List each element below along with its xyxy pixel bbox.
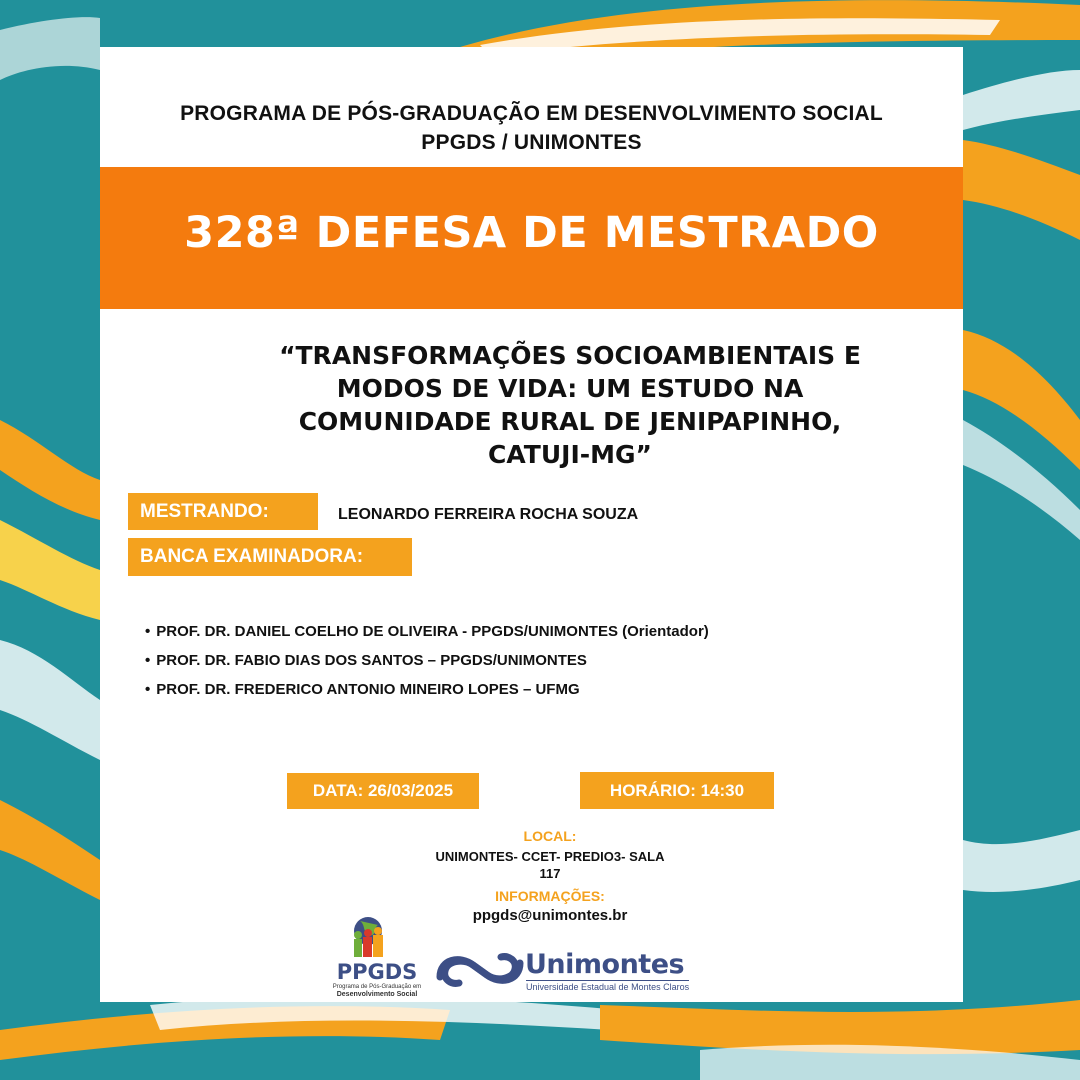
- event-title: 328ª DEFESA DE MESTRADO: [184, 208, 879, 258]
- committee-member: • PROF. DR. FABIO DIAS DOS SANTOS – PPGDS/UNIMONTES: [145, 652, 587, 669]
- thesis-title: [220, 339, 920, 471]
- ppgds-logo-subtitle: Programa de Pós-Graduação em Desenvolvimento Social: [332, 984, 422, 998]
- committee-member: • PROF. DR. FREDERICO ANTONIO MINEIRO LOPES – UFMG: [145, 681, 580, 698]
- location-label: LOCAL:: [523, 828, 577, 844]
- event-title-band: [100, 167, 963, 309]
- thesis-title-line: CATUJI-MG”: [488, 440, 652, 469]
- program-name: PROGRAMA DE PÓS-GRADUAÇÃO EM DESENVOLVIMENTO SOCIAL: [180, 102, 883, 125]
- location-value: UNIMONTES- CCET- PREDIO3- SALA 117: [435, 849, 665, 881]
- time-badge: HORÁRIO: 14:30: [580, 772, 774, 809]
- contact-label: INFORMAÇÕES:: [495, 888, 605, 904]
- thesis-title-line: MODOS DE VIDA: UM ESTUDO NA: [336, 374, 804, 403]
- program-abbreviation: PPGDS / UNIMONTES: [421, 131, 642, 154]
- bullet-icon: •: [145, 681, 151, 698]
- thesis-title-line: COMUNIDADE RURAL DE JENIPAPINHO,: [298, 407, 842, 436]
- contact-email[interactable]: ppgds@unimontes.br: [472, 907, 628, 924]
- committee-member: • PROF. DR. DANIEL COELHO DE OLIVEIRA - PPGDS/UNIMONTES (Orientador): [145, 623, 709, 640]
- thesis-title-line: “TRANSFORMAÇÕES SOCIOAMBIENTAIS E: [279, 341, 861, 370]
- ppgds-logo-text: PPGDS: [336, 960, 418, 984]
- student-label: MESTRANDO:: [128, 493, 318, 530]
- unimontes-logo-text: Unimontes: [525, 949, 685, 980]
- unimontes-logo-subtitle: Universidade Estadual de Montes Claros: [526, 982, 690, 992]
- committee-label: BANCA EXAMINADORA:: [128, 538, 412, 576]
- committee-list: [145, 622, 709, 709]
- date-badge: DATA: 26/03/2025: [287, 773, 479, 809]
- bullet-icon: •: [145, 652, 151, 669]
- bullet-icon: •: [145, 623, 151, 640]
- unimontes-logo-icon: [435, 947, 525, 993]
- student-name: LEONARDO FERREIRA ROCHA SOUZA: [338, 506, 639, 523]
- poster-card: [100, 47, 963, 1002]
